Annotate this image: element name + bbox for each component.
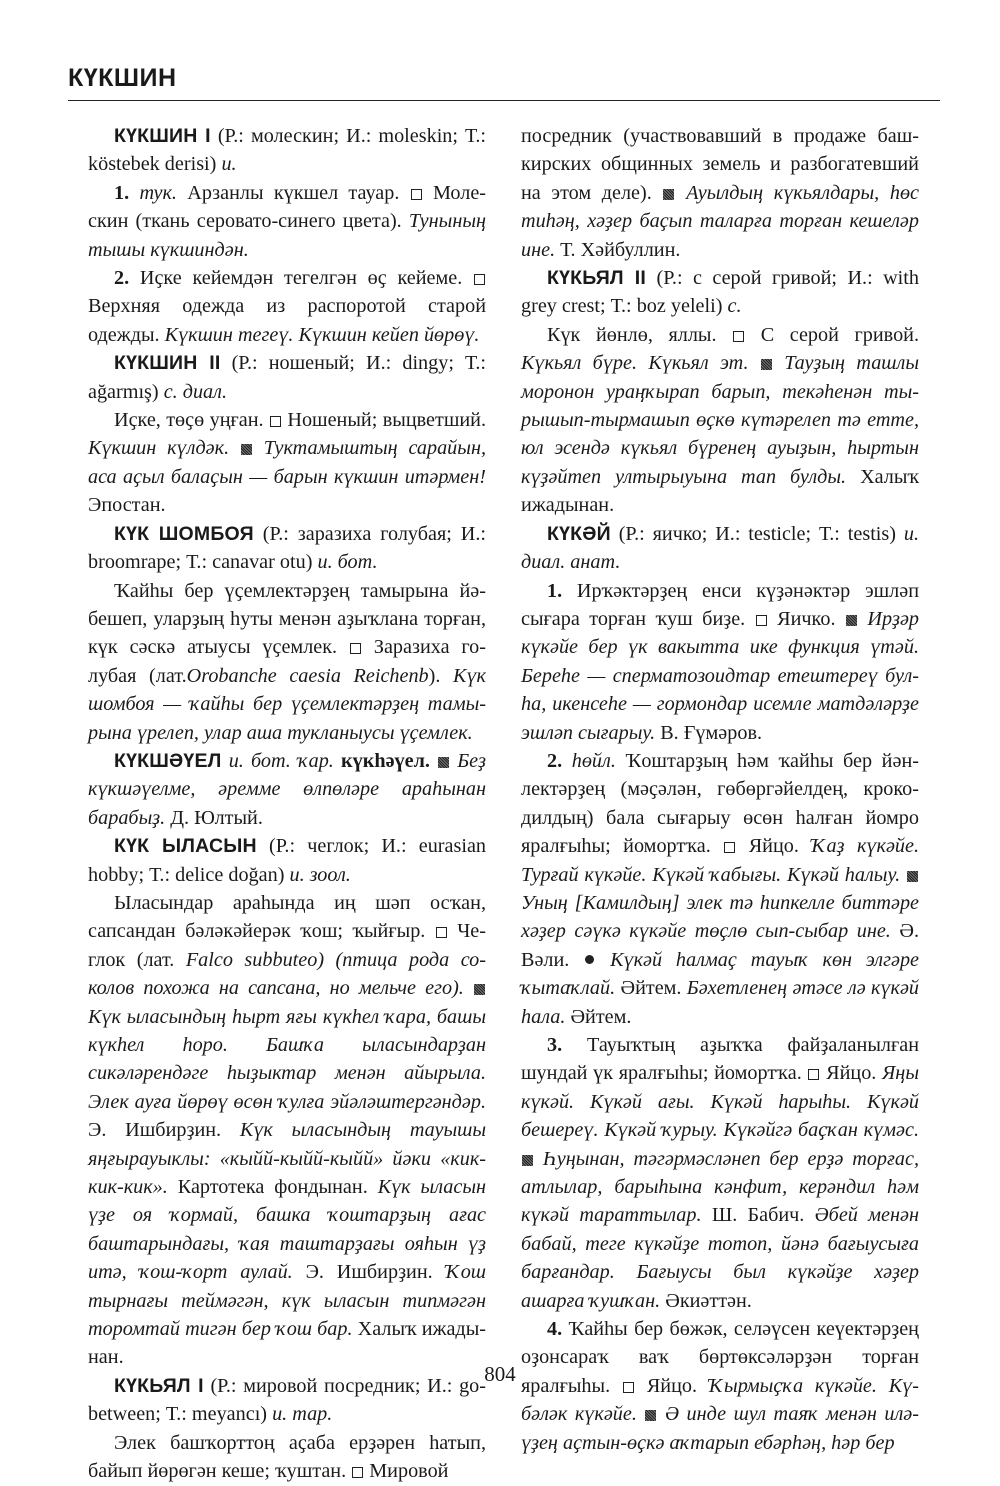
sense bbox=[88, 1429, 486, 1486]
headword: КҮКЬЯЛ II bbox=[547, 267, 647, 290]
translation-gloss: (Р.: заразиха голубая; И.: broomrape; Т.: canavar otu) bbox=[88, 522, 486, 574]
pos-label: и. тар. bbox=[272, 1403, 333, 1426]
russian-equivalent: Яйцо. bbox=[748, 835, 799, 858]
example: Күкьял бүре. Күкьял эт. bbox=[521, 352, 749, 375]
latin-name: Falco subbuteo bbox=[185, 948, 318, 971]
sense bbox=[88, 889, 486, 1372]
headword: КҮК ЫЛАСЫН bbox=[114, 835, 257, 858]
sense-number: 4. bbox=[547, 1318, 563, 1341]
pos-label: и. диал. анат. bbox=[521, 522, 919, 574]
definition: Иҫке, төҫө уңған. bbox=[114, 409, 264, 432]
sense-number: 3. bbox=[547, 1034, 563, 1056]
quotation: Бәхетленең әтәсе лә күкәй һала. bbox=[521, 977, 920, 1028]
quotation: Ҡош тырнағы теймәгән, күк ыласын типмәгән торомтай тигән бер ҡош бар. bbox=[88, 1261, 487, 1341]
open-square-icon bbox=[352, 1467, 363, 1478]
quotation-source: Ә. Вәли. bbox=[521, 920, 920, 971]
headword: КҮКШИН I bbox=[114, 125, 211, 147]
entry-kukshaueel bbox=[88, 747, 486, 832]
sense-number: 1. bbox=[547, 579, 563, 602]
sense bbox=[88, 406, 486, 520]
usage-label: һөйл. bbox=[571, 749, 616, 772]
quotation-source: Халыҡ ижадынан. bbox=[88, 1318, 486, 1369]
header-rule bbox=[68, 100, 940, 101]
translation-gloss: (Р.: молескин; И.: moleskin; Т.: köstebek derisi) bbox=[88, 125, 487, 176]
definition: Арзанлы күкшел тауар. bbox=[187, 181, 400, 204]
quotation-source: Әкиәттән. bbox=[665, 1289, 752, 1312]
sense-number: 2. bbox=[547, 749, 563, 772]
quotation: Туктамыштың сарайын, аса аҫыл балаҫын — барын күкшин итәрмен! bbox=[88, 437, 487, 488]
translation-gloss: (Р.: ношеный; И.: dingy; Т.: ağarmış) bbox=[88, 352, 487, 403]
filled-square-icon bbox=[907, 871, 918, 882]
filled-square-icon bbox=[761, 359, 772, 370]
open-square-icon bbox=[756, 615, 767, 626]
pos-label: с. bbox=[727, 295, 742, 318]
definition: Ҡайһы бер үҫемлектәрҙең тамырына йәбешеп, уларҙың һуты менән аҙыҡлана торған, күк сәскә атыусы үҫемлек. bbox=[88, 579, 486, 659]
quotation-source: Э. Ишбирҙин. bbox=[305, 1261, 433, 1284]
example: Күкшин тегеү. Күкшин кейеп йөрөү. bbox=[164, 323, 480, 346]
pos-label: и. бот. ҡар. bbox=[228, 749, 334, 772]
running-head: КҮКШИН bbox=[68, 64, 177, 92]
quotation: Күк ыласындың һырт яғы күкһел ҡара, башы күкһел һоро. Башҡа ыласындарҙан сикәләрендәге һыҙыктар менән айырыла. Элек ауға йөрөү өсөн ҡулға эйәләштергәндәр. bbox=[88, 1005, 486, 1113]
definition: Элек башҡорттоң аҫаба ерҙәрен һатып, байып йөрөгән кеше; ҡуштан. bbox=[88, 1431, 486, 1483]
quotation: Тауҙың ташлы моронон ураңҡырап барып, текәһенән тырышып-тырмашып өҫкө күтәрелеп тә етте, юл эсендә күкьял бүренең ауыҙын, һыртын күҙәйтеп ултырыуына тап булды. bbox=[521, 352, 920, 488]
quotation-source: Халыҡ ижадынан. bbox=[521, 465, 919, 517]
usage-label: тук. bbox=[139, 181, 177, 204]
russian-equivalent: Мировой bbox=[369, 1460, 449, 1483]
definition: Ҡоштарҙың һәм ҡайһы бер йәнлектәрҙең (мәҫәлән, гөбөргәйелдең, крокодилдың) бала сығарыу өсөн һалған йомро яралғыһы; йомортҡа. bbox=[521, 749, 919, 858]
russian-equivalent: Верхняя одежда из распоротой старой одежды. bbox=[88, 295, 486, 346]
example: Ҡырмыҫҡа күкәйе. Күбәләк күкәйе. bbox=[521, 1374, 919, 1426]
headword: КҮКШИН II bbox=[114, 352, 221, 375]
headword: КҮКӘЙ bbox=[547, 522, 611, 545]
russian-equivalent: С серой гривой. bbox=[760, 323, 920, 346]
open-square-icon bbox=[270, 416, 281, 427]
definition: Ирҡәктәрҙең енси күҙәнәктәр эшләп сығара торған ҡуш биҙе. bbox=[521, 579, 920, 630]
example: Күк шомбоя — ҡайһы бер үҫемлектәрҙең тамырына үрелеп, улар аша тукланыусы үҫемлек. bbox=[88, 664, 486, 744]
quotation-source: Д. Юлтый. bbox=[170, 806, 263, 829]
example: Яңы күкәй. Күкәй ағы. Күкәй һарыһы. Күкәй бешереү. Күкәй ҡурыу. Күкәйгә баҫҡан күмәс. bbox=[521, 1062, 919, 1142]
pos-label: и. бот. bbox=[317, 551, 378, 574]
example: Ҡаҙ күкәйе. Турғай күкәйе. Күкәй ҡабығы. Күкәй һалыу. bbox=[521, 835, 920, 886]
russian-equivalent: Ношеный; выцветший. bbox=[287, 409, 487, 432]
bullet-icon bbox=[585, 955, 594, 964]
sense bbox=[88, 179, 486, 264]
entry-kuk-ylasyn bbox=[88, 832, 486, 889]
sense-continuation bbox=[521, 122, 919, 264]
right-column bbox=[521, 122, 919, 1457]
sense bbox=[521, 321, 919, 520]
quotation-source: Т. Хәйбуллин. bbox=[560, 238, 681, 261]
quotation-source: В. Ғүмәров. bbox=[660, 721, 763, 744]
definition: Иҫке кейемдән тегелгән өҫ кейеме. bbox=[139, 267, 463, 290]
quotation: Күкәй һалмаҫ тауыҡ көн элгәре ҡытаҡлай. bbox=[521, 948, 920, 1000]
definition: Ҡайһы бер бөжәк, селәүсен кеүектәрҙең оҙонсараҡ ваҡ бөртөксәләрҙән торған яралғыһы. bbox=[521, 1318, 919, 1397]
quotation-source: Әйтем. bbox=[570, 1005, 632, 1028]
entry-kukshin-1 bbox=[88, 122, 486, 179]
definition: Тауыҡтың аҙыҡҡа файҙаланылған шундай үк яралғыһы; йомортҡа. bbox=[521, 1034, 920, 1085]
left-column bbox=[88, 122, 486, 1486]
open-square-icon bbox=[724, 842, 735, 853]
open-square-icon bbox=[350, 643, 361, 654]
russian-equivalent: посредник (участвовавший в продаже башкирских общинных земель и разбогатевший на этом деле). bbox=[521, 125, 919, 204]
pos-label: и. зоол. bbox=[289, 863, 351, 886]
quotation: Ә инде шул таяҡ менән иләүҙең аҫтын-өҫкә аҡтарып ебәрһәң, һәр бер bbox=[521, 1403, 919, 1454]
quotation-source: Картотека фондынан. bbox=[177, 1176, 368, 1199]
entry-kukshin-2 bbox=[88, 349, 486, 406]
page-number: 804 bbox=[484, 1362, 516, 1386]
entry-kukyal-2 bbox=[521, 264, 919, 321]
translation-gloss: (Р.: мировой посредник; И.: go-between; Т.: meyancı) bbox=[88, 1374, 486, 1426]
quotation: Әбей менән бабай, теге күкәйҙе тотоп, йәнә бағыусыға барғандар. Бағыусы был күкәйҙе хәҙер ашарға ҡушҡан. bbox=[521, 1204, 919, 1312]
sense bbox=[521, 747, 919, 1031]
filled-square-icon bbox=[663, 189, 674, 200]
russian-equivalent: Яйцо. bbox=[646, 1374, 698, 1397]
quotation-source: Әйтем. bbox=[620, 977, 682, 1000]
open-square-icon bbox=[808, 1069, 819, 1080]
sense bbox=[88, 577, 486, 747]
sense-number: 1. bbox=[114, 181, 130, 204]
filled-square-icon bbox=[474, 984, 485, 995]
quotation: Беҙ күкшәүелме, әремме өлпөләре араһынан барабыҙ. bbox=[88, 749, 486, 829]
filled-square-icon bbox=[241, 444, 252, 455]
russian-equivalent: Яичко. bbox=[777, 607, 836, 630]
quotation: Күк ыласындың тауышы яңғырауыклы: «кыйй-кыйй-кыйй» йәки «кик-кик-кик». bbox=[88, 1119, 487, 1199]
definition: Ыласындар араһында иң шәп осҡан, сапсандан бәләкәйерәк ҡош; ҡыйғыр. bbox=[88, 891, 486, 943]
filled-square-icon bbox=[846, 615, 857, 626]
latin-name: Orobanche caesia Reichenb bbox=[186, 664, 429, 687]
filled-square-icon bbox=[645, 1410, 656, 1421]
pos-label: и. bbox=[221, 153, 237, 176]
filled-square-icon bbox=[522, 1155, 533, 1166]
translation-gloss: (Р.: чеглок; И.: eurasian hobby; Т.: delice doğan) bbox=[88, 835, 486, 886]
russian-equivalent: ) (птица рода соколов похожа на сапсана, но мельче его). bbox=[88, 948, 486, 1000]
headword: КҮКШӘҮЕЛ bbox=[114, 749, 222, 772]
pos-label: с. диал. bbox=[163, 380, 227, 403]
example: Тунының тышы күкшиндән. bbox=[88, 210, 487, 261]
punctuation: ). bbox=[428, 664, 441, 687]
quotation: Ауылдың күкьялдары, һөс тиһәң, хәҙер баҫып таларға торған кешеләр ине. bbox=[521, 181, 920, 261]
sense bbox=[521, 1031, 919, 1315]
quotation-source: Ш. Бабич. bbox=[711, 1204, 805, 1227]
translation-gloss: (Р.: яичко; И.: testicle; Т.: testis) bbox=[618, 522, 896, 545]
quotation: Уның [Камилдың] элек тә һипкелле биттәре хәҙер сәүкә күкәйе төҫлө сып-сыбар ине. bbox=[521, 891, 919, 943]
quotation-source: Эпостан. bbox=[88, 494, 166, 517]
russian-equivalent: Яйцо. bbox=[826, 1062, 877, 1085]
sense bbox=[88, 264, 486, 349]
quotation: Һуңынан, тәгәрмәсләнеп бер ерҙә торғаc, атлылар, барыһына кәнфит, керәндил һәм күкәй тараттылар. bbox=[521, 1147, 920, 1227]
filled-square-icon bbox=[438, 757, 449, 768]
example: Күкшин күлдәк. bbox=[88, 437, 230, 460]
quotation-source: Э. Ишбирҙин. bbox=[88, 1119, 222, 1142]
entry-kuk-shomboya bbox=[88, 520, 486, 577]
cross-reference: күкһәүел. bbox=[340, 749, 430, 772]
russian-equivalent: Чеглок (лат. bbox=[88, 920, 487, 971]
sense-number: 2. bbox=[114, 267, 130, 290]
sense bbox=[521, 577, 919, 747]
translation-gloss: (Р.: с серой гривой; И.: with grey crest; Т.: boz yeleli) bbox=[521, 267, 919, 318]
headword: КҮКЬЯЛ I bbox=[114, 1374, 204, 1397]
definition: Күк йөнлө, яллы. bbox=[547, 323, 717, 346]
quotation: Күк ыласын үҙе оя ҡормай, башка ҡоштарҙың ағас баштарындағы, ҡая таштарҙағы ояһын үҙ итә, ҡош-ҡорт аулай. bbox=[88, 1176, 487, 1284]
open-square-icon bbox=[733, 331, 744, 342]
open-square-icon bbox=[411, 189, 422, 200]
entry-kukay bbox=[521, 520, 919, 577]
russian-equivalent: Заразиха голубая (лат. bbox=[88, 636, 487, 687]
headword: КҮК ШОМБОЯ bbox=[114, 522, 254, 545]
quotation: Ирҙәр күкәйе бер үк вакытта ике функция үтәй. Береһе — сперматозоидтар етештереү булһа, икенсеһе — гормондар исемле матдәләрҙе эшләп сығарыу. bbox=[521, 607, 920, 744]
russian-equivalent: Молескин (ткань серовато-синего цвета). bbox=[88, 181, 487, 233]
open-square-icon bbox=[474, 274, 485, 285]
open-square-icon bbox=[436, 927, 447, 938]
